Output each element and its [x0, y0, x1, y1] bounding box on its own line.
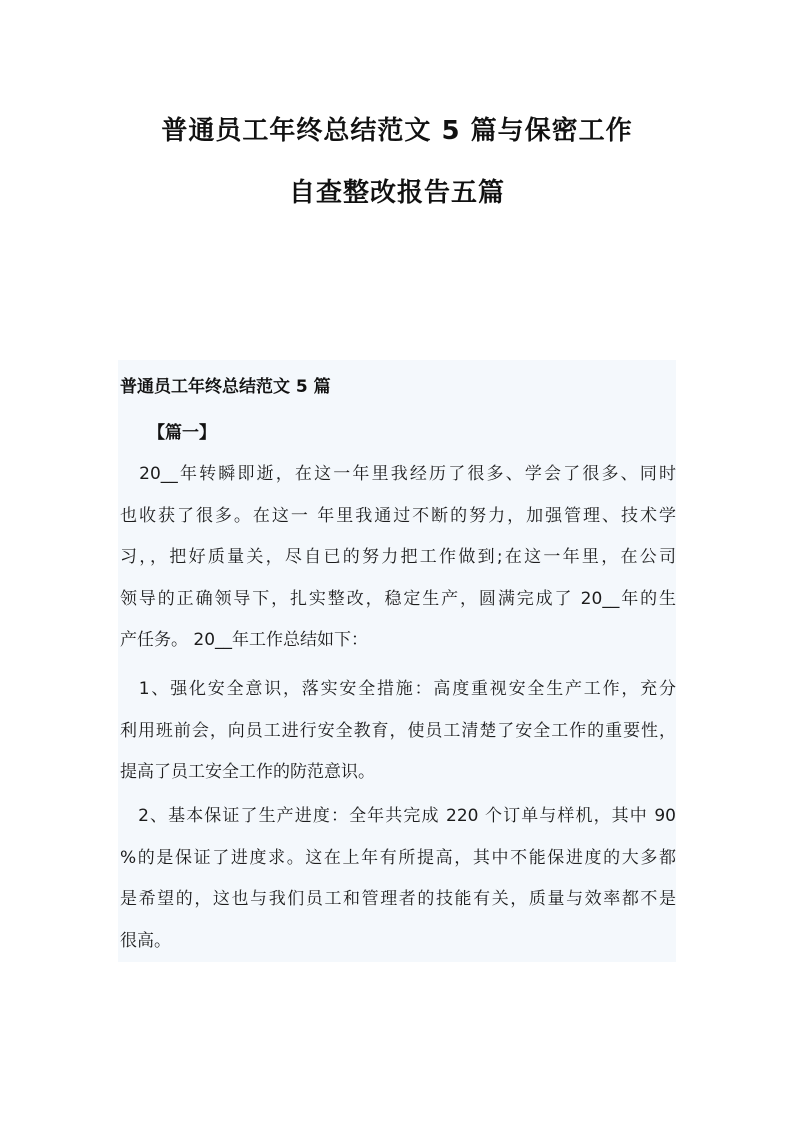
paragraph-1: [120, 454, 676, 662]
part-heading: 【篇一】: [148, 423, 216, 443]
paragraph-line: %的是保证了进度求。这在上年有所提高，其中不能保进度的大多都: [120, 847, 676, 868]
paragraph-3: [120, 796, 676, 962]
paragraph-line: 产任务。 20__年工作总结如下：: [120, 630, 369, 650]
paragraph-line: 也收获了很多。在这一 年里我通过不断的努力，加强管理、技术学: [120, 505, 676, 526]
paragraph-line: 提高了员工安全工作的防范意识。: [120, 762, 375, 782]
paragraph-line: 2、基本保证了生产进度：全年共完成 220 个订单与样机，其中 90: [120, 806, 676, 826]
paragraph-line: 20__年转瞬即逝，在这一年里我经历了很多、学会了很多、同时: [120, 464, 676, 484]
paragraph-line: 习，，把好质量关，尽自已的努力把工作做到;在这一年里，在公司: [120, 547, 676, 567]
paragraph-line: 1、强化安全意识，落实安全措施：高度重视安全生产工作，充分: [120, 679, 676, 699]
section-heading: 普通员工年终总结范文 5 篇: [120, 377, 331, 397]
paragraph-line: 很高。: [120, 930, 171, 951]
paragraph-line: 领导的正确领导下，扎实整改，稳定生产，圆满完成了 20__年的生: [120, 588, 676, 609]
document-title-line-1: 普通员工年终总结范文 5 篇与保密工作: [161, 116, 633, 146]
paragraph-line: 利用班前会，向员工进行安全教育，使员工清楚了安全工作的重要性，: [120, 720, 676, 741]
paragraph-line: 是希望的，这也与我们员工和管理者的技能有关，质量与效率都不是: [120, 889, 676, 909]
document-title-line-2: 自查整改报告五篇: [288, 178, 505, 208]
paragraph-2: [120, 669, 676, 794]
